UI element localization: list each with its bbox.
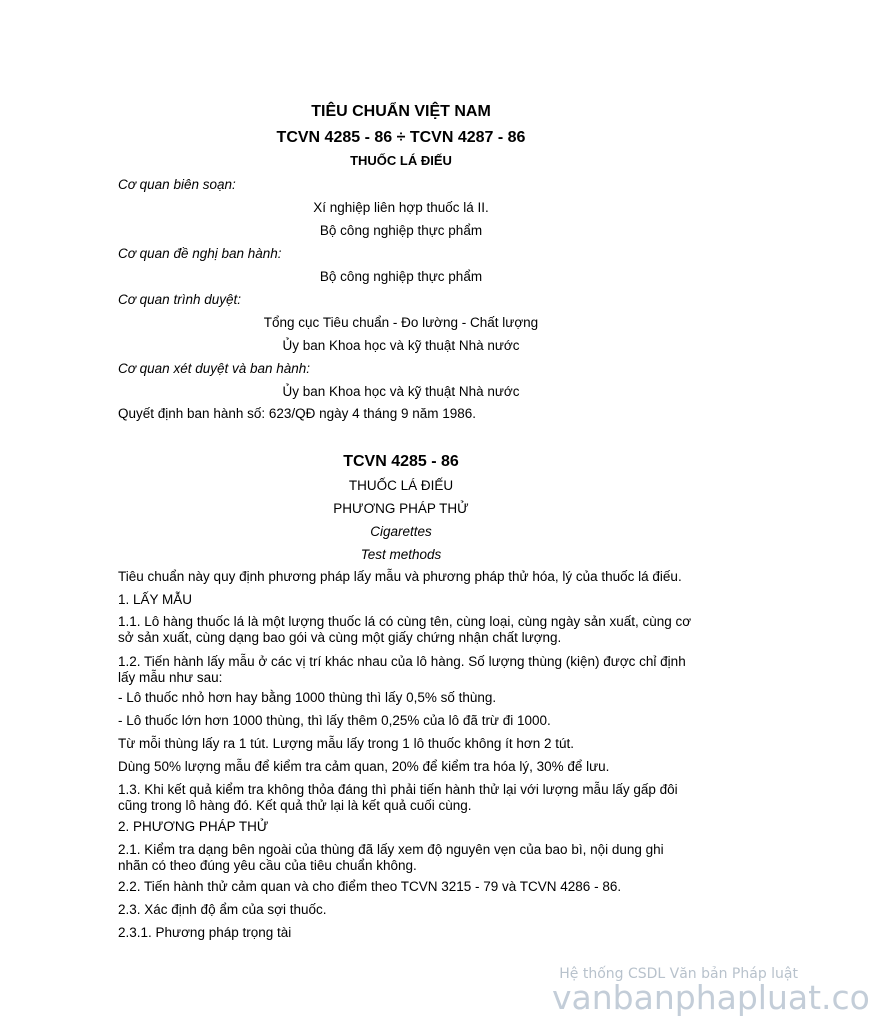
propose-agency-label: Cơ quan đề nghị ban hành:: [118, 246, 282, 261]
paragraph-tut: Từ mỗi thùng lấy ra 1 tút. Lượng mẫu lấy trong 1 lô thuốc không ít hơn 2 tút.: [118, 736, 575, 751]
paragraph-2-3-1: 2.3.1. Phương pháp trọng tài: [118, 925, 292, 940]
paragraph-usage: Dùng 50% lượng mẫu để kiểm tra cảm quan, 20% để kiểm tra hóa lý, 30% để lưu.: [118, 759, 610, 774]
bullet-item: - Lô thuốc lớn hơn 1000 thùng, thì lấy thêm 0,25% của lô đã trừ đi 1000.: [118, 713, 551, 728]
paragraph-2-3: 2.3. Xác định độ ẩm của sợi thuốc.: [118, 902, 327, 917]
submit-agency-value: Ủy ban Khoa học và kỹ thuật Nhà nước: [282, 338, 520, 353]
watermark-caption: Hệ thống CSDL Văn bản Pháp luật: [559, 966, 798, 982]
intro-paragraph: Tiêu chuẩn này quy định phương pháp lấy mẫu và phương pháp thử hóa, lý của thuốc lá điếu.: [118, 569, 682, 584]
decision-line: Quyết định ban hành số: 623/QĐ ngày 4 tháng 9 năm 1986.: [118, 406, 477, 421]
compile-agency-label: Cơ quan biên soạn:: [118, 177, 236, 192]
standard-name-en: Cigarettes: [370, 524, 432, 539]
paragraph-2-2: 2.2. Tiến hành thử cảm quan và cho điểm theo TCVN 3215 - 79 và TCVN 4286 - 86.: [118, 879, 622, 894]
paragraph-1-1: 1.1. Lô hàng thuốc lá là một lượng thuốc lá có cùng tên, cùng loại, cùng ngày sản xuất, cùng cơ sở sản xuất, cùng dạng bao gói và cùng một giấy chứng nhận chất lượng.: [118, 614, 692, 645]
standard-name-vi: THUỐC LÁ ĐIẾU: [348, 478, 454, 493]
submit-agency-label: Cơ quan trình duyệt:: [118, 292, 241, 307]
watermark-site: vanbanphapluat.co: [552, 978, 870, 1017]
compile-agency-value: Xí nghiệp liên hợp thuốc lá II.: [313, 200, 489, 215]
section-heading-test-method: 2. PHƯƠNG PHÁP THỬ: [118, 819, 269, 834]
standard-range-title: TCVN 4285 - 86 ÷ TCVN 4287 - 86: [276, 129, 526, 146]
propose-agency-value: Bộ công nghiệp thực phẩm: [319, 269, 483, 284]
bullet-item: - Lô thuốc nhỏ hơn hay bằng 1000 thùng thì lấy 0,5% số thùng.: [118, 690, 497, 705]
paragraph-2-1: 2.1. Kiểm tra dạng bên ngoài của thùng đã lấy xem độ nguyên vẹn của bao bì, nội dung ghi nhãn có theo đúng yêu cầu của tiêu chuẩn không.: [118, 842, 664, 873]
document-title: TIÊU CHUẨN VIỆT NAM: [311, 103, 491, 120]
product-title: THUỐC LÁ ĐIẾU: [350, 153, 452, 168]
standard-subtitle-en: Test methods: [360, 547, 442, 562]
standard-code: TCVN 4285 - 86: [343, 453, 459, 470]
paragraph-1-2: 1.2. Tiến hành lấy mẫu ở các vị trí khác nhau của lô hàng. Số lượng thùng (kiện) được chỉ định lấy mẫu như sau:: [118, 654, 686, 685]
compile-agency-value: Bộ công nghiệp thực phẩm: [319, 223, 483, 238]
standard-subtitle-vi: PHƯƠNG PHÁP THỬ: [333, 501, 469, 516]
section-heading-sampling: 1. LẤY MẪU: [118, 592, 193, 607]
approve-agency-label: Cơ quan xét duyệt và ban hành:: [118, 361, 311, 376]
submit-agency-value: Tổng cục Tiêu chuẩn - Đo lường - Chất lượng: [263, 315, 539, 330]
paragraph-1-3: 1.3. Khi kết quả kiểm tra không thỏa đáng thì phải tiến hành thử lại với lượng mẫu lấy gấp đôi cũng trong lô hàng đó. Kết quả thử lại là kết quả cuối cùng.: [118, 782, 678, 813]
approve-agency-value: Ủy ban Khoa học và kỹ thuật Nhà nước: [282, 384, 520, 399]
